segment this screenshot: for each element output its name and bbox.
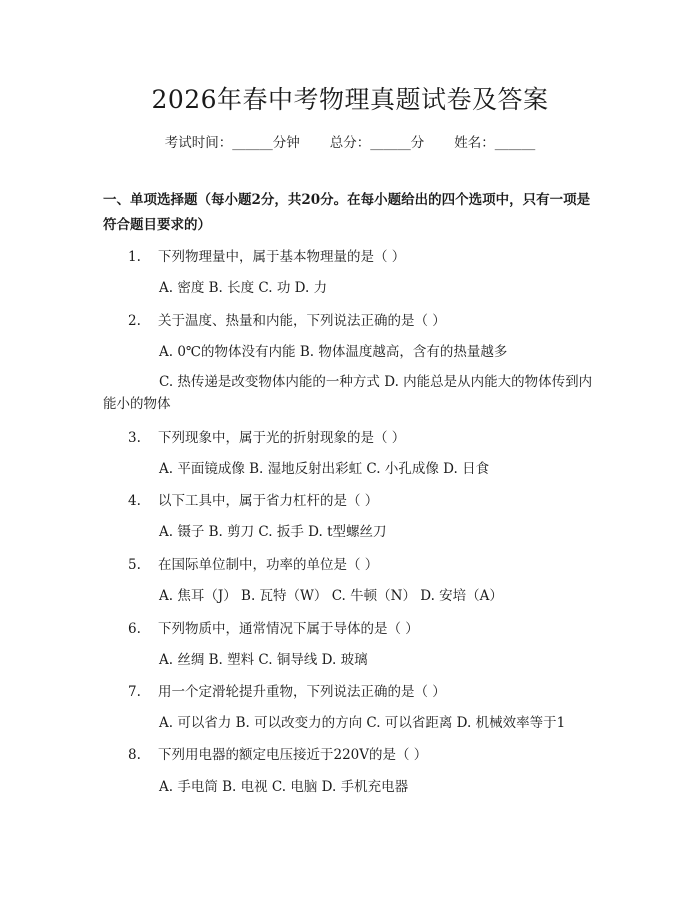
question-8 [128, 743, 427, 763]
question-2-options-cd: C. 热传递是改变物体内能的一种方式 D. 内能总是从内能大的物体传到内能小的物体 [103, 374, 593, 412]
question-6 [128, 617, 419, 637]
question-text: 下列用电器的额定电压接近于220V的是（ ） [158, 747, 428, 763]
question-2-options-ab: A. 0℃的物体没有内能 B. 物体温度越高，含有的热量越多 [159, 344, 508, 360]
question-4-options: A. 镊子 B. 剪刀 C. 扳手 D. t型螺丝刀 [159, 524, 387, 540]
question-number: 7. [128, 684, 141, 700]
exam-meta [0, 131, 700, 151]
student-name-field: 姓名：______ [454, 135, 536, 151]
question-text: 用一个定滑轮提升重物，下列说法正确的是（ ） [158, 684, 446, 700]
question-7-options: A. 可以省力 B. 可以改变力的方向 C. 可以省距离 D. 机械效率等于1 [159, 715, 566, 731]
question-number: 2. [128, 313, 141, 329]
question-4 [128, 489, 378, 509]
question-1 [128, 245, 405, 265]
question-1-options: A. 密度 B. 长度 C. 功 D. 力 [159, 280, 328, 296]
question-5 [128, 553, 378, 573]
page-title: 2026年春中考物理真题试卷及答案 [151, 85, 549, 114]
question-6-options: A. 丝绸 B. 塑料 C. 铜导线 D. 玻璃 [159, 652, 368, 668]
exam-time-field: 考试时间：______分钟 [164, 135, 300, 151]
question-number: 8. [128, 747, 141, 763]
question-text: 关于温度、热量和内能，下列说法正确的是（ ） [158, 313, 446, 329]
question-8-options: A. 手电筒 B. 电视 C. 电脑 D. 手机充电器 [159, 779, 409, 795]
question-text: 在国际单位制中，功率的单位是（ ） [158, 557, 379, 573]
question-text: 下列物质中，通常情况下属于导体的是（ ） [158, 621, 419, 637]
question-text: 以下工具中，属于省力杠杆的是（ ） [158, 493, 379, 509]
question-number: 3. [128, 430, 141, 446]
question-5-options: A. 焦耳（J） B. 瓦特（W） C. 牛顿（N） D. 安培（A） [159, 588, 503, 604]
section-heading: 一、单项选择题（每小题2分，共20分。在每小题给出的四个选项中，只有一项是符合题目要求的） [103, 192, 591, 233]
exam-score-field: 总分：______分 [329, 135, 425, 151]
question-text: 下列物理量中，属于基本物理量的是（ ） [158, 249, 406, 265]
question-7 [128, 680, 446, 700]
question-2 [128, 309, 446, 329]
question-text: 下列现象中，属于光的折射现象的是（ ） [158, 430, 406, 446]
question-number: 6. [128, 621, 141, 637]
question-number: 1. [128, 249, 141, 265]
question-number: 4. [128, 493, 141, 509]
question-number: 5. [128, 557, 141, 573]
question-3-options: A. 平面镜成像 B. 湿地反射出彩虹 C. 小孔成像 D. 日食 [159, 461, 490, 477]
question-3 [128, 426, 405, 446]
